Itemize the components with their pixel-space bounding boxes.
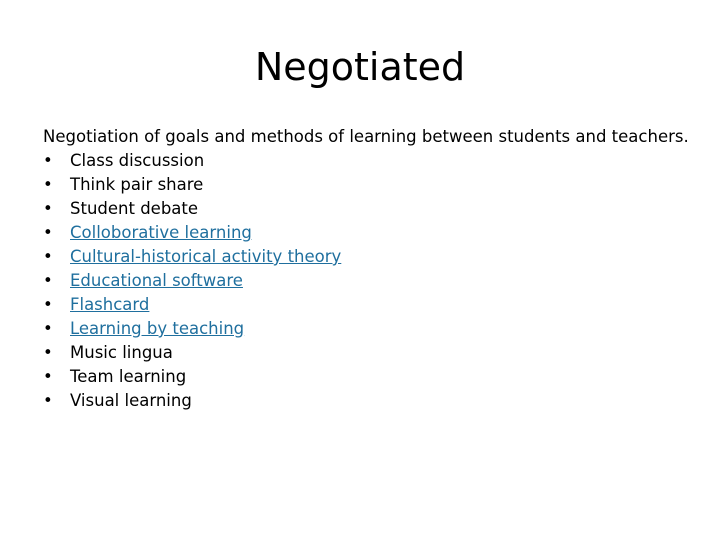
- bullet-icon: •: [43, 391, 53, 410]
- list-item-label: Class discussion: [70, 151, 205, 170]
- bullet-icon: •: [43, 199, 53, 218]
- list-item-label: Visual learning: [70, 391, 192, 410]
- list-item-link[interactable]: Educational software: [70, 271, 243, 290]
- list-item-label: Think pair share: [70, 175, 204, 194]
- list-item[interactable]: [43, 293, 703, 317]
- list-item-link[interactable]: Learning by teaching: [70, 319, 245, 338]
- list-item-label: Team learning: [70, 367, 187, 386]
- list-item-label: Music lingua: [70, 343, 173, 362]
- list-item[interactable]: [43, 221, 703, 245]
- list-item[interactable]: [43, 269, 703, 293]
- bullet-icon: •: [43, 223, 53, 242]
- bullet-icon: •: [43, 151, 53, 170]
- list-item-link[interactable]: Colloborative learning: [70, 223, 252, 242]
- list-item-label: Student debate: [70, 199, 199, 218]
- bullet-icon: •: [43, 175, 53, 194]
- bullet-list: [43, 149, 703, 413]
- list-item-link[interactable]: Cultural-historical activity theory: [70, 247, 342, 266]
- list-item: [43, 365, 703, 389]
- bullet-icon: •: [43, 367, 53, 386]
- list-item: [43, 173, 703, 197]
- list-item: [43, 149, 703, 173]
- list-item: [43, 197, 703, 221]
- slide-body: [43, 125, 703, 413]
- list-item: [43, 341, 703, 365]
- list-item[interactable]: [43, 245, 703, 269]
- bullet-icon: •: [43, 319, 53, 338]
- list-item-link[interactable]: Flashcard: [70, 295, 150, 314]
- list-item[interactable]: [43, 317, 703, 341]
- bullet-icon: •: [43, 343, 53, 362]
- list-item: [43, 389, 703, 413]
- intro-text: Negotiation of goals and methods of learning between students and teachers.: [43, 127, 689, 146]
- slide-title: Negotiated: [254, 45, 466, 89]
- bullet-icon: •: [43, 247, 53, 266]
- bullet-icon: •: [43, 271, 53, 290]
- bullet-icon: •: [43, 295, 53, 314]
